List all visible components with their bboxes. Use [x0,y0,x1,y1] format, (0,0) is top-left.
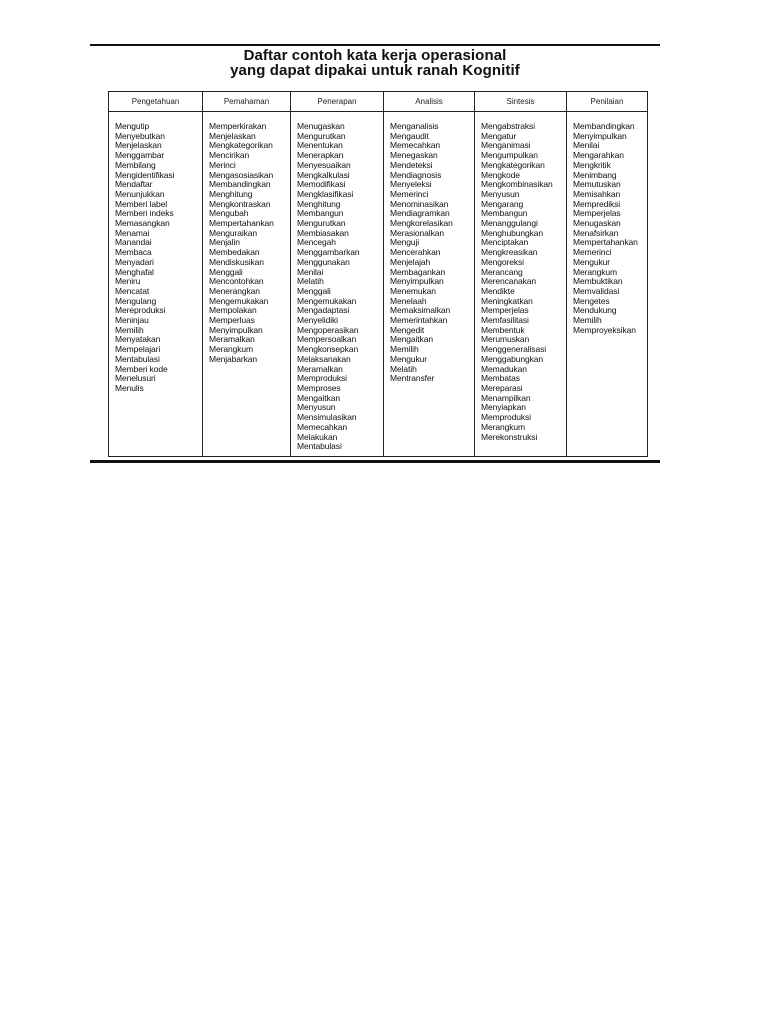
verb-item: Membuktikan [573,276,623,287]
verb-item: Memfasilitasi [481,315,529,326]
verb-item: Menyiapkan [481,402,526,413]
verb-item: Menganalisis [390,121,439,131]
verb-item: Menyimpulkan [573,130,627,141]
verb-item: Memilih [573,315,602,326]
column-pengetahuan [109,112,203,457]
verb-item: Memprediksi [573,198,621,209]
verb-item: Memerinci [573,247,612,258]
verb-item: Membandingkan [573,121,635,131]
verb-item: Membedakan [209,247,260,258]
verb-table [108,91,648,457]
verb-item: Memperluas [209,315,255,326]
verb-item: Mengumpulkan [481,150,538,161]
verb-item: Mengedit [390,324,425,335]
verb-item: Menelusuri [115,373,156,384]
verb-item: Mendeteksi [390,159,433,170]
verb-item: Mendiagnosis [390,169,442,180]
verb-item: Mengkontraskan [209,198,271,209]
verb-item: Menemukan [390,285,436,296]
verb-item: Menciptakan [481,237,529,248]
verb-item: Menjelaskan [209,130,256,141]
verb-item: Menerapkan [297,150,344,161]
verb-item: Mendaftar [115,179,153,190]
verb-item: Melakukan [297,431,338,442]
verb-item: Menjelajah [390,256,431,267]
verb-item: Menyadari [115,256,154,267]
verb-item: Memodifikasi [297,179,346,190]
verb-item: Mengoreksi [481,256,524,267]
verb-item: Mengkategorikan [209,140,273,151]
verb-item: Mempertahankan [209,218,274,229]
verb-item: Memadukan [481,363,527,374]
verb-item: Memaksimalkan [390,305,451,316]
verb-item: Meningkatkan [481,295,533,306]
verb-item: Menimbang [573,169,617,180]
verb-item: Menghitung [297,198,341,209]
verb-item: Membentuk [481,324,525,335]
verb-item: Mencontohkan [209,276,264,287]
verb-item: Membatas [481,373,520,384]
verb-item: Memperjelas [573,208,621,219]
verb-item: Mengkonsepkan [297,344,359,355]
verb-item: Memproduksi [297,373,347,384]
verb-item: Menentukan [297,140,343,151]
verb-item: Menilai [297,266,324,277]
verb-item: Memilih [390,344,419,355]
verb-item: Menjabarkan [209,353,258,364]
verb-item: Mengaitkan [390,334,433,345]
verb-item: Menyusun [481,188,520,199]
verb-item: Mencerahkan [390,247,441,258]
verb-item: Melatih [297,276,324,287]
verb-item: Menyebutkan [115,130,165,141]
verb-item: Mencatat [115,285,150,296]
verb-item: Mendikte [481,285,515,296]
verb-item: Merancang [481,266,523,277]
verb-item: Membandingkan [209,179,271,190]
verb-item: Mengoperasikan [297,324,359,335]
verb-item: Membilang [115,159,156,170]
verb-item: Meninjau [115,315,149,326]
header-penerapan: Penerapan [291,92,384,111]
verb-item: Menelaah [390,295,427,306]
verb-item: Menyesuaikan [297,159,351,170]
verb-item: Merangkum [481,421,525,432]
verb-item: Mengkategorikan [481,159,545,170]
verb-item: Merinci [209,159,236,170]
top-rule [90,44,660,46]
column-penilaian [567,112,647,457]
verb-item: Menyusun [297,402,336,413]
verb-item: Membangun [297,208,344,219]
bottom-rule [90,460,660,463]
verb-item: Memilih [115,324,144,335]
verb-item: Menerangkan [209,285,260,296]
verb-item: Mencirikan [209,150,250,161]
verb-item: Mengarahkan [573,150,624,161]
verb-item: Menyeleksi [390,179,432,190]
document-title [90,48,660,78]
table-header-row [109,92,647,112]
verb-item: Mengemukakan [297,295,357,306]
verb-item: Mempelajari [115,344,161,355]
header-penilaian: Penilaian [590,97,624,106]
verb-item: Mengaitkan [297,392,340,403]
verb-item: Menjelaskan [115,140,162,151]
verb-item: Merumuskan [481,334,530,345]
verb-item: Membagankan [390,266,446,277]
header-pengetahuan: Pengetahuan [109,92,203,111]
verb-item: Menugaskan [297,121,345,131]
verb-item: Meramalkan [209,334,255,345]
verb-item: Melatih [390,363,417,374]
verb-item: Menghubungkan [481,227,544,238]
verb-item: Mendiagramkan [390,208,450,219]
verb-item: Merasionalkan [390,227,444,238]
verb-item: Mengkorelasikan [390,218,453,229]
verb-item: Membaca [115,247,152,258]
verb-item: Memisahkan [573,188,621,199]
verb-item: Mereproduksi [115,305,166,316]
verb-item: Mentabulasi [297,441,342,452]
verb-item: Menunjukkan [115,188,165,199]
verb-item: Memperkirakan [209,121,267,131]
verb-item: Mengukur [573,256,610,267]
verb-item: Memerinci [390,188,429,199]
column-analisis [384,112,475,457]
verb-item: Menulis [115,382,144,393]
verb-item: Memproyeksikan [573,324,636,335]
header-analisis: Analisis [384,92,475,111]
column-sintesis [475,112,567,457]
verb-item: Merangkum [573,266,617,277]
verb-item: Mengkalkulasi [297,169,350,180]
verb-item: Menghafal [115,266,154,277]
verb-item: Mengaudit [390,130,429,141]
verb-item: Mengkode [481,169,520,180]
verb-item: Memecahkan [297,421,348,432]
verb-item: Menguraikan [209,227,258,238]
header-sintesis: Sintesis [475,92,567,111]
verb-item: Memberi indeks [115,208,174,219]
verb-item: Meramalkan [297,363,343,374]
verb-item: Memberi kode [115,363,168,374]
title-line-2: yang dapat dipakai untuk ranah Kognitif [230,62,520,79]
verb-item: Menyimpulkan [390,276,444,287]
verb-item: Memerintahkan [390,315,448,326]
verb-item: Memasangkan [115,218,170,229]
verb-item: Menguji [390,237,420,248]
verb-item: Membangun [481,208,528,219]
verb-item: Mengabstraksi [481,121,535,131]
verb-item: Mengadaptasi [297,305,350,316]
verb-item: Menggambar [115,150,165,161]
verb-item: Memvalidasi [573,285,620,296]
verb-item: Memutuskan [573,179,621,190]
column-penerapan [291,112,384,457]
verb-item: Memecahkan [390,140,441,151]
verb-item: Menegaskan [390,150,438,161]
verb-item: Menganimasi [481,140,531,151]
verb-item: Mempertahankan [573,237,638,248]
verb-item: Menyatakan [115,334,161,345]
verb-item: Merangkum [209,344,253,355]
verb-item: Mengurutkan [297,218,346,229]
verb-item: Menggambarkan [297,247,360,258]
verb-item: Mereparasi [481,382,523,393]
verb-item: Mengubah [209,208,249,219]
verb-item: Memproduksi [481,412,531,423]
verb-item: Menyelidiki [297,315,338,326]
verb-item: Merekonstruksi [481,431,538,442]
verb-item: Mensimulasikan [297,412,357,423]
verb-item: Mendiskusikan [209,256,264,267]
verb-item: Memperjelas [481,305,529,316]
verb-item: Menyimpulkan [209,324,263,335]
verb-item: Menggabungkan [481,353,544,364]
verb-item: Menanggulangi [481,218,538,229]
verb-item: Membiasakan [297,227,349,238]
verb-item: Menamai [115,227,150,238]
verb-item: Meniru [115,276,141,287]
verb-item: Melaksanakan [297,353,351,364]
verb-item: Memproses [297,382,341,393]
verb-item: Mengurutkan [297,130,346,141]
verb-item: Mempersoalkan [297,334,357,345]
verb-item: Mendukung [573,305,617,316]
verb-item: Mengkreasikan [481,247,538,258]
verb-item: Mentabulasi [115,353,160,364]
verb-item: Mentransfer [390,373,435,384]
verb-item: Merencanakan [481,276,537,287]
verb-item: Mengidentifikasi [115,169,175,180]
verb-item: Menilai [573,140,600,151]
verb-item: Mengkritik [573,159,611,170]
verb-item: Menominasikan [390,198,449,209]
verb-item: Menampilkan [481,392,531,403]
table-body-row [109,112,647,457]
verb-item: Mengetes [573,295,610,306]
verb-item: Mengarang [481,198,524,209]
verb-item: Mengasosiasikan [209,169,274,180]
verb-item: Mencegah [297,237,336,248]
verb-item: Mempolakan [209,305,257,316]
verb-item: Menafsirkan [573,227,619,238]
title-line-1: Daftar contoh kata kerja operasional [243,47,507,64]
verb-item: Memberi label [115,198,168,209]
verb-item: Manandai [115,237,152,248]
verb-item: Mengatur [481,130,517,141]
verb-item: Mengulang [115,295,157,306]
verb-item: Menggali [209,266,243,277]
verb-item: Mengklasifikasi [297,188,354,199]
verb-item: Menggeneralisasi [481,344,547,355]
verb-item: Menugaskan [573,218,621,229]
verb-item: Mengutip [115,121,150,131]
column-pemahaman [203,112,291,457]
verb-item: Mengukur [390,353,427,364]
verb-item: Menggali [297,285,331,296]
verb-item: Menghitung [209,188,253,199]
verb-item: Menggunakan [297,256,350,267]
verb-item: Mengemukakan [209,295,269,306]
verb-item: Menjalin [209,237,240,248]
header-pemahaman: Pemahaman [203,92,291,111]
verb-item: Mengkombinasikan [481,179,553,190]
